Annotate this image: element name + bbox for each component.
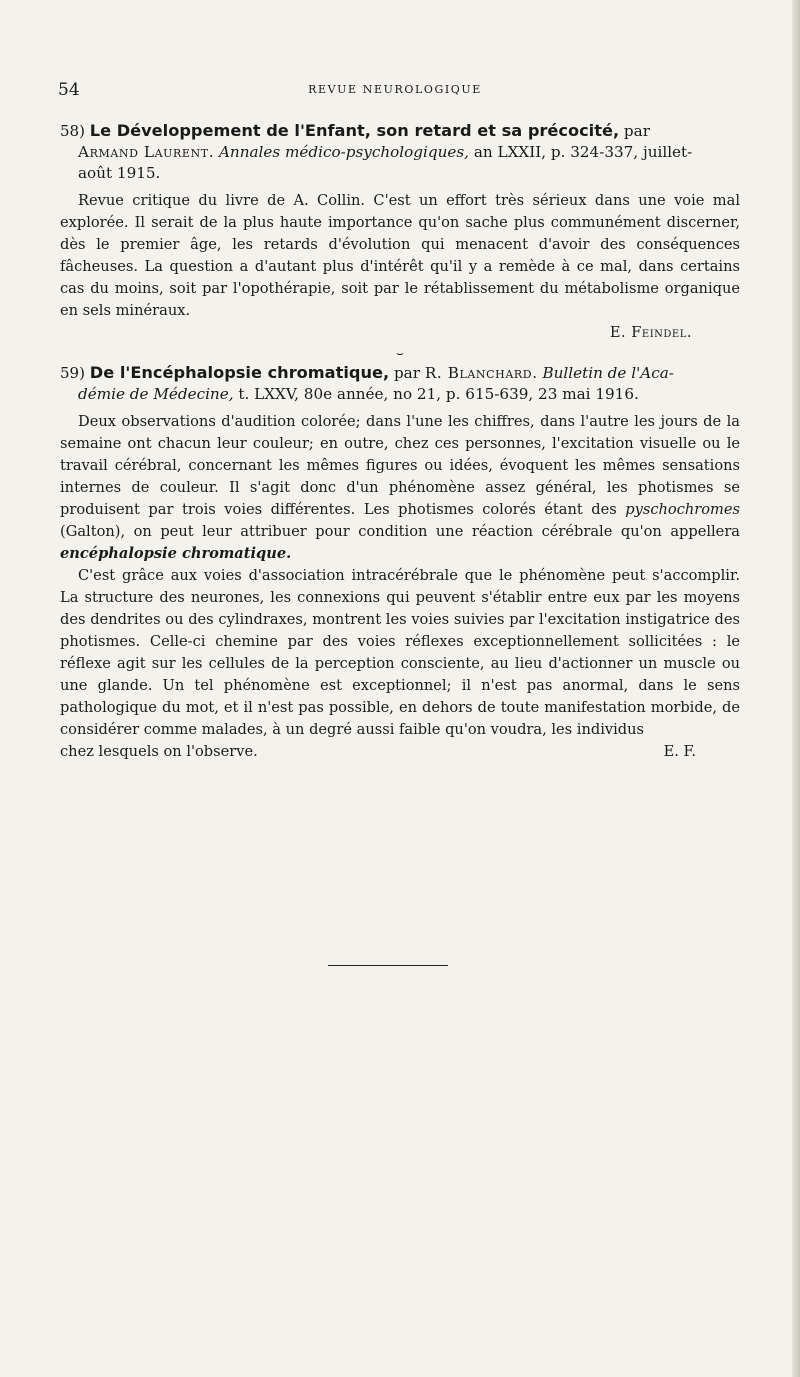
- paragraph-final-text: chez lesquels on l'observe.: [60, 743, 258, 760]
- entry-heading: [60, 120, 740, 184]
- entry-journal: Bulletin de l'Aca-: [542, 364, 674, 382]
- entry-number: 59): [60, 364, 85, 382]
- entry-signature: E. F.: [663, 743, 696, 760]
- signature-text: E. Feindel.: [609, 324, 692, 341]
- entry-by: par: [393, 364, 420, 382]
- entry-59: [60, 362, 740, 763]
- paragraph-text: (Galton), on peut leur attribuer pour condition une réaction cérébrale qu'on appellera: [60, 523, 740, 540]
- entry-author: R. Blanchard.: [424, 364, 538, 382]
- entry-reference: t. LXXV, 80e année, no 21, p. 615-639, 23 mai 1916.: [238, 385, 639, 403]
- entry-by: par: [623, 122, 650, 140]
- entry-author: Armand Laurent.: [78, 143, 215, 161]
- entry-paragraph-1: [60, 411, 740, 565]
- paragraph-italic-term: pyschochromes: [625, 501, 740, 518]
- paragraph-text: Deux observations d'audition colorée; dans l'une les chiffres, dans l'autre les jours de la semaine ont chacun leur couleur; en outre, chez ces personnes, l'excitation visuelle ou le travail cérébral, concernant les mêmes figures ou idées, évoquent les mêmes sensations internes de couleur. Il s'agit donc d'un phénomène assez général, les photismes se produisent par trois voies différentes. Les photismes colorés étant des: [60, 413, 740, 518]
- entry-title: De l'Encéphalopsie chromatique,: [89, 363, 390, 382]
- entry-heading: [60, 362, 740, 405]
- end-rule: [328, 965, 448, 966]
- page-header: [58, 80, 732, 104]
- entry-signature: [60, 322, 740, 344]
- entry-paragraph-2: C'est grâce aux voies d'association intracérébrale que le phénomène peut s'accomplir. La structure des neurones, les connexions qui peuvent s'établir entre eux par les moyens des dendrites ou des cylindraxes, montrent les voies suivies par l'excitation instigatrice des photismes. Celle-ci chemine par des voies réflexes exceptionnellement sollicitées : le réflexe agit sur les cellules de la perception consciente, au lieu d'actionner un muscle ou une glande. Un tel phénomène est exceptionnel; il n'est pas anormal, dans le sens pathologique du mot, et il n'est pas possible, en dehors de toute manifestation morbide, de considérer comme malades, à un degré aussi faible qu'on voudra, les individus: [60, 567, 740, 738]
- entry-journal: Annales médico-psychologiques,: [218, 143, 469, 161]
- paragraph-emphasis-term: encéphalopsie chromatique.: [60, 545, 292, 562]
- entry-58: [60, 120, 740, 344]
- page-content: [60, 120, 740, 763]
- separator-mark: ⌣: [396, 346, 404, 360]
- entry-citation: [60, 384, 740, 405]
- entry-number: 58): [60, 122, 85, 140]
- page-edge-shadow: [792, 0, 800, 1377]
- entry-citation-cont: août 1915.: [78, 164, 161, 182]
- entry-journal-cont: démie de Médecine,: [78, 385, 234, 403]
- page-number: 54: [58, 80, 80, 100]
- entry-paragraph: Revue critique du livre de A. Collin. C'est un effort très sérieux dans une voie mal explorée. Il serait de la plus haute importance qu'on sache plus communément discerner, dès le premier âge, les retards d'évolution qui menacent d'avoir des conséquences fâcheuses. La question a d'autant plus d'intérêt qu'il y a remède à ce mal, dans certains cas du moins, soit par l'opothérapie, soit par le rétablissement du métabolisme organique en sels minéraux.: [60, 192, 740, 319]
- entry-citation: [60, 142, 740, 163]
- running-title: REVUE NEUROLOGIQUE: [308, 83, 482, 96]
- paragraph-last-line: [60, 741, 740, 763]
- entry-title: Le Développement de l'Enfant, son retard et sa précocité,: [89, 121, 620, 140]
- entry-reference: an LXXII, p. 324-337, juillet-: [473, 143, 693, 161]
